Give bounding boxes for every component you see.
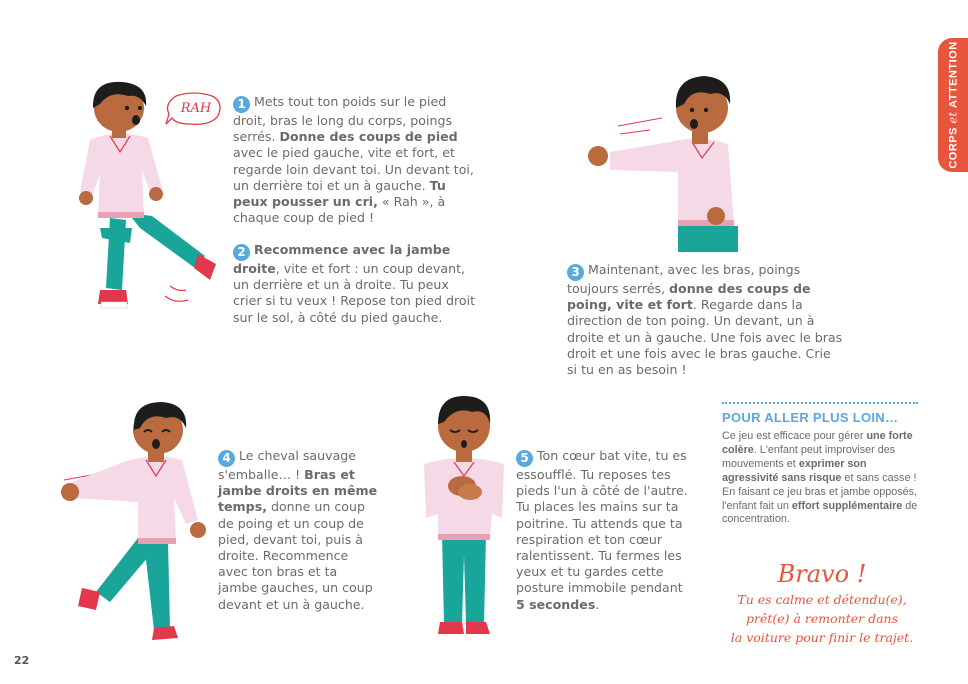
illustration-boy-punching	[580, 74, 760, 254]
illustration-boy-horse	[58, 402, 228, 642]
illustration-boy-calm	[420, 394, 510, 644]
section-tab	[938, 38, 968, 172]
info-title: POUR ALLER PLUS LOIN…	[722, 410, 899, 425]
info-text: Ce jeu est efficace pour gérer une forte colère. L'enfant peut improviser des mouvements et exprimer son agressivité sans risque et sans casse ! En faisant ce jeu bras et jambe opposés, l'enfant fait un effort supplémentaire de concentration.	[722, 430, 918, 526]
info-divider	[722, 402, 918, 404]
step-3-number: 3	[567, 264, 584, 281]
step-5: 5 Ton cœur bat vite, tu es essoufflé. Tu reposes tes pieds l'un à côté de l'autre. Tu places les mains sur ta poitrine. Tu attends que ta respiration et ton cœur ralentissent. Tu fermes les yeux et tu gardes cette posture immobile pendant 5 secondes.	[516, 448, 688, 612]
section-tab-label: CORPS et ATTENTION	[946, 41, 960, 169]
step-2-number: 2	[233, 244, 250, 261]
step-4: 4 Le cheval sauvage s'emballe… ! Bras et jambe droits en même temps, donne un coup de poing et un coup de pied, devant toi, puis à droite. Recommence avec ton bras et ta jambe gauches, un coup devant et un à gauche.	[218, 448, 378, 612]
step-2: 2 Recommence avec la jambe droite, vite et fort : un coup devant, un derrière et un à droite. Tu peux crier si tu veux ! Repose ton pied droit sur le sol, à côté du pied gauche.	[233, 242, 476, 325]
step-5-number: 5	[516, 450, 533, 467]
bravo-message: Tu es calme et détendu(e), prêt(e) à remonter dans la voiture pour finir le trajet.	[730, 592, 914, 645]
step-4-number: 4	[218, 450, 235, 467]
step-3: 3 Maintenant, avec les bras, poings toujours serrés, donne des coups de poing, vite et fort. Regarde dans la direction de ton poing. Un devant, un à droite et un à gauche. Une fois avec le bras droit et une fois avec le bras gauche. Crie si tu en as besoin !	[567, 262, 843, 378]
step-1: 1 Mets tout ton poids sur le pied droit, bras le long du corps, poings serrés. Donne des coups de pied avec le pied gauche, vite et fort, et regarde loin devant toi. Un devant toi, un derrière toi et un à gauche. Tu peux pousser un cri, « Rah », à chaque coup de pied !	[233, 94, 474, 226]
step-1-number: 1	[233, 96, 250, 113]
speech-bubble-text: RAH	[180, 101, 212, 116]
bravo-title: Bravo !	[777, 560, 867, 588]
page-number: 22	[14, 654, 30, 667]
